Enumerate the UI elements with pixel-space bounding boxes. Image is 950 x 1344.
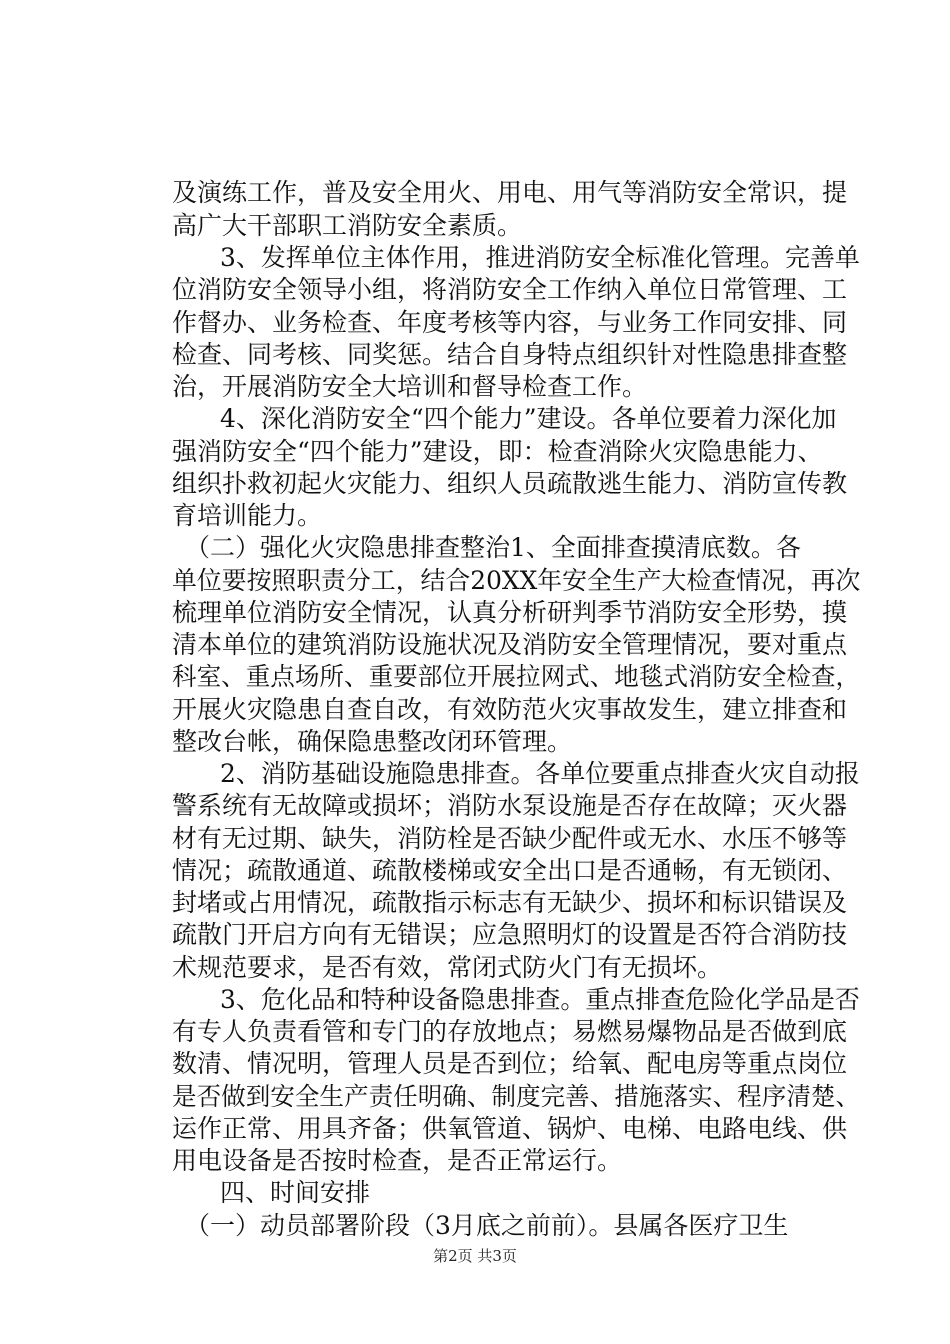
text-line-30: 运作正常、用具齐备；供氧管道、锅炉、电梯、电路电线、供 (172, 1114, 848, 1143)
text-line-13: 单位要按照职责分工，结合20XX年安全生产大检查情况，再次 (172, 566, 861, 595)
text-line-2: 高广大干部职工消防安全素质。 (172, 211, 523, 240)
text-line-4: 位消防安全领导小组，将消防安全工作纳入单位日常管理、工 (172, 275, 848, 304)
text-line-8: 4、深化消防安全“四个能力”建设。各单位要着力深化加 (220, 404, 837, 433)
text-line-27: 有专人负责看管和专门的存放地点；易燃易爆物品是否做到底 (172, 1017, 848, 1046)
text-line-5: 作督办、业务检查、年度考核等内容，与业务工作同安排、同 (172, 308, 848, 337)
text-line-20: 警系统有无故障或损坏；消防水泵设施是否存在故障；灭火器 (172, 791, 848, 820)
text-line-1: 及演练工作，普及安全用火、用电、用气等消防安全常识，提 (172, 178, 848, 207)
text-line-21: 材有无过期、缺失，消防栓是否缺少配件或无水、水压不够等 (172, 824, 848, 853)
text-line-7: 治，开展消防安全大培训和督导检查工作。 (172, 372, 648, 401)
text-line-17: 开展火灾隐患自查自改，有效防范火灾事故发生，建立排查和 (172, 695, 848, 724)
text-line-19: 2、消防基础设施隐患排查。各单位要重点排查火灾自动报 (220, 759, 860, 788)
text-line-14: 梳理单位消防安全情况，认真分析研判季节消防安全形势，摸 (172, 598, 848, 627)
text-line-6: 检查、同考核、同奖惩。结合自身特点组织针对性隐患排查整 (172, 340, 848, 369)
text-line-31: 用电设备是否按时检查，是否正常运行。 (172, 1146, 623, 1175)
text-line-33: （一）动员部署阶段（3月底之前前）。县属各医疗卫生 (185, 1211, 789, 1240)
text-line-26: 3、危化品和特种设备隐患排查。重点排查危险化学品是否 (220, 985, 860, 1014)
section-heading-schedule: 四、时间安排 (220, 1178, 371, 1207)
text-line-23: 封堵或占用情况，疏散指示标志有无缺少、损坏和标识错误及 (172, 888, 848, 917)
page-number-footer: 第2页 共3页 (433, 1247, 517, 1265)
text-line-29: 是否做到安全生产责任明确、制度完善、措施落实、程序清楚、 (172, 1082, 861, 1111)
text-line-24: 疏散门开启方向有无错误；应急照明灯的设置是否符合消防技 (172, 920, 848, 949)
text-line-28: 数清、情况明，管理人员是否到位；给氧、配电房等重点岗位 (172, 1049, 848, 1078)
text-line-18: 整改台帐，确保隐患整改闭环管理。 (172, 727, 573, 756)
text-line-12: （二）强化火灾隐患排查整治1、全面排查摸清底数。各 (185, 533, 801, 562)
text-line-11: 育培训能力。 (172, 501, 323, 530)
text-line-9: 强消防安全“四个能力”建设，即：检查消除火灾隐患能力、 (172, 437, 823, 466)
text-line-3: 3、发挥单位主体作用，推进消防安全标准化管理。完善单 (220, 243, 860, 272)
text-line-16: 科室、重点场所、重要部位开展拉网式、地毯式消防安全检查， (172, 662, 861, 691)
text-line-22: 情况；疏散通道、疏散楼梯或安全出口是否通畅，有无锁闭、 (172, 856, 848, 885)
text-line-25: 术规范要求，是否有效，常闭式防火门有无损坏。 (172, 953, 723, 982)
text-line-10: 组织扑救初起火灾能力、组织人员疏散逃生能力、消防宣传教 (172, 469, 848, 498)
text-line-15: 清本单位的建筑消防设施状况及消防安全管理情况，要对重点 (172, 630, 848, 659)
